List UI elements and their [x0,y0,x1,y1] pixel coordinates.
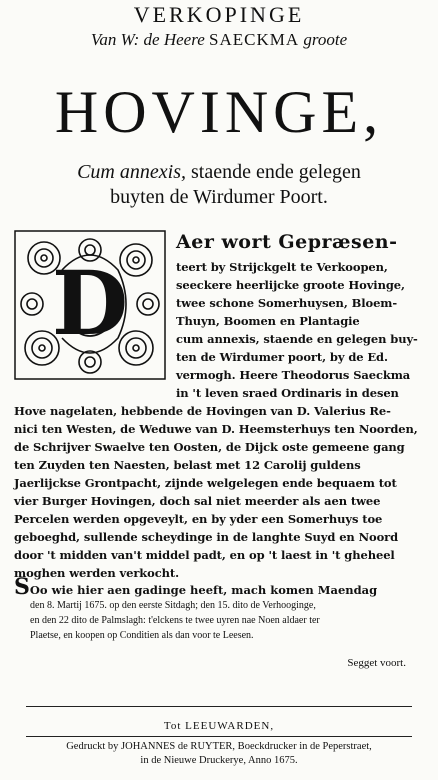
auction-line-3: en den 22 dito de Palmslagh: t'elckens te twee uyren nae Noen aldaer ter [30,615,320,626]
body-line-5: Thuyn, Boomen en Plantagie [176,314,360,328]
body-line-19: moghen werden verkocht. [14,566,179,580]
auction-line-2: den 8. Martij 1675. op den eerste Sitdagh; den 15. dito de Verhooginge, [30,600,316,611]
imprint-rule-top [26,706,412,707]
imprint-city [0,720,438,732]
title-location-line2: buyten de Wirdumer Poort. [110,186,328,208]
body-line-9: in 't leven sraed Ordinaris in desen [176,386,399,400]
body-line-3: seeckere heerlijcke groote Hovinge, [176,278,405,292]
imprint-rule-mid [26,736,412,737]
body-line-10: Hove nagelaten, hebbende de Hovingen van D. Valerius Re- [14,404,391,418]
body-line-4: twee schone Somerhuysen, Bloem- [176,296,398,310]
title-subline-name: SAECKMA [209,30,300,49]
imprint-city-pre: Tot [163,720,182,732]
title-subline-pre: Van W: de Heere [90,30,205,49]
body-line-8: vermogh. Heere Theodorus Saeckma [176,368,411,382]
title-subline [0,30,438,50]
title-hovinge: HOVINGE, [54,79,384,145]
auction-line-4: Plaetse, en koopen op Conditien als dan voor te Leesen. [30,630,254,641]
body-line-14: Jaerlijckse Grontpacht, zijnde welgelegen ende bequaem tot [14,476,397,490]
body-line-16: Percelen werden opgeveylt, en by yder een Somerhuys toe [14,512,383,526]
body-line-7: ten de Wirdumer poort, by de Ed. [176,350,388,364]
auction-line-1: SOo wie hier aen gadinge heeft, mach komen Maendag [14,574,378,600]
title-cum-annexis: Cum annexis, [77,161,186,183]
body-line-6: cum annexis, staende en gelegen buy- [176,332,418,346]
auction-initial: S [14,574,30,600]
imprint-printer-line-1: Gedruckt by JOHANNES de RUYTER, Boeckdrucker in de Peperstraet, [66,741,372,752]
body-line-11: nici ten Westen, de Weduwe van D. Heemsterhuys ten Noorden, [14,422,418,436]
body-line-15: vier Burger Hovingen, doch sal niet meerder als aen twee [14,494,381,508]
imprint-printer [0,740,438,768]
title-subline-post: groote [303,30,348,49]
body-line-17: geboeghd, sullende scheydinge in de langhte Suyd en Noord [14,530,399,544]
body-line-18: door 't midden van't middel padt, en op 't laest in 't gheheel [14,548,395,562]
initial-letter: D [51,251,129,355]
title-staende: staende ende gelegen [190,161,361,183]
body-line-2: teert by Strijckgelt te Verkoopen, [176,260,388,274]
imprint-city-name: LEEUWARDEN, [185,720,275,732]
title-location-line1 [0,160,438,185]
title-verkopinge: VERKOPINGE [133,2,305,27]
imprint-printer-line-2: in de Nieuwe Druckerye, Anno 1675. [140,755,298,766]
title-location [0,160,438,210]
auction-paragraph [14,574,428,643]
body-line-13: ten Zuyden ten Naesten, belast met 12 Carolij guldens [14,458,361,472]
decorated-initial-d [14,230,166,380]
body-line-12: de Schrijver Swaelve ten Oosten, de Dijck oste gemeene gang [14,440,405,454]
signoff: Segget voort. [347,657,406,669]
body-line-1: Aer wort Gepræsen- [176,231,398,253]
